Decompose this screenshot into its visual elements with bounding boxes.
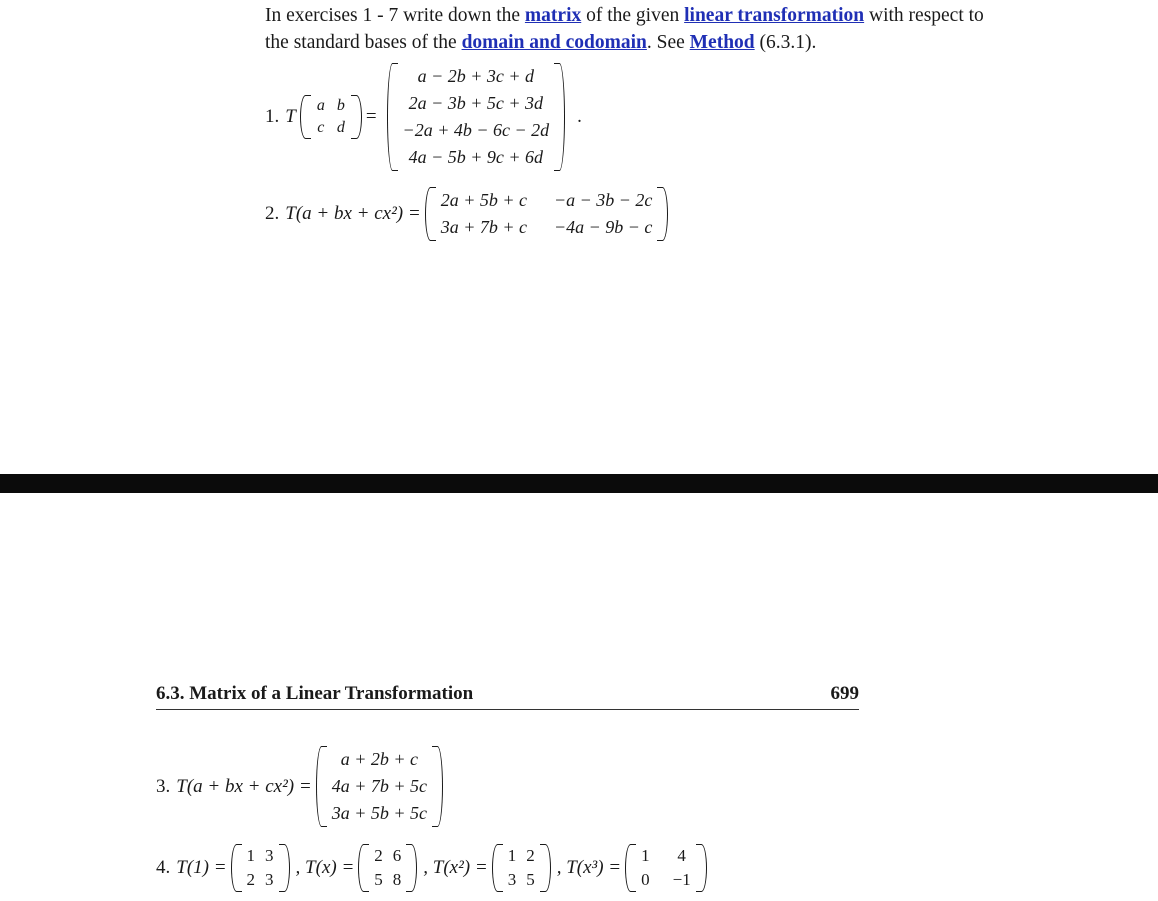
vector-entry: −2a + 4b − 6c − 2d: [402, 120, 550, 140]
exercise-1: [265, 63, 582, 171]
matrix-entry: 6: [392, 846, 402, 865]
matrix-t1: [231, 844, 290, 892]
intro-text-1: In exercises 1 - 7 write down the: [265, 5, 525, 26]
domain-codomain-link[interactable]: domain and codomain: [461, 32, 647, 53]
exercise-2: [265, 187, 672, 241]
linear-transformation-link[interactable]: linear transformation: [684, 5, 865, 26]
tx3-expression: , T(x³) =: [556, 857, 622, 878]
output-vector: [387, 63, 566, 171]
vector-entry: a + 2b + c: [340, 749, 418, 769]
intro-text-4: . See: [646, 32, 690, 53]
matrix-entry: c: [317, 119, 325, 136]
intro-text-3: with respect to the standard bases of the: [265, 5, 984, 53]
vector-entry: 2a − 3b + 5c + 3d: [408, 93, 544, 113]
page-divider: [0, 474, 1158, 493]
matrix-entry: 2: [526, 846, 535, 865]
equals-sign: =: [365, 106, 377, 127]
exercise-number: 3.: [156, 775, 171, 797]
matrix-entry: a: [316, 97, 325, 114]
matrix-entry: 0: [641, 870, 650, 889]
exercise-number: 1.: [265, 106, 280, 127]
period: .: [577, 106, 582, 127]
matrix-tx2: [492, 844, 551, 892]
output-vector: [316, 746, 443, 827]
intro-text-2: of the given: [581, 5, 685, 26]
vector-entry: a − 2b + 3c + d: [417, 66, 535, 86]
running-header: [156, 683, 859, 710]
matrix-entry: 5: [374, 870, 383, 889]
matrix-entry: −4a − 9b − c: [553, 217, 653, 237]
vector-entry: 4a + 7b + 5c: [331, 776, 427, 796]
matrix-entry: d: [336, 119, 345, 136]
matrix-entry: 3: [507, 870, 517, 889]
tx2-expression: , T(x²) =: [423, 857, 488, 878]
matrix-entry: 2: [374, 846, 383, 865]
matrix-tx: [358, 844, 417, 892]
method-link[interactable]: Method: [689, 32, 755, 53]
output-matrix: [425, 187, 669, 241]
vector-entry: 4a − 5b + 9c + 6d: [408, 147, 544, 167]
matrix-entry: −a − 3b − 2c: [553, 190, 653, 210]
matrix-entry: 1: [641, 846, 650, 865]
exercise-3: [156, 746, 447, 827]
matrix-entry: 3: [265, 870, 274, 889]
matrix-tx3: [625, 844, 707, 892]
exercise-4: [156, 844, 713, 892]
matrix-entry: 1: [246, 846, 256, 865]
matrix-entry: 2: [246, 870, 256, 889]
intro-text-5: (6.3.1).: [754, 32, 817, 53]
exercise-number: 4.: [156, 857, 171, 878]
matrix-entry: −1: [672, 870, 691, 889]
matrix-entry: 2a + 5b + c: [440, 190, 527, 210]
lhs-expression: T(a + bx + cx²) =: [285, 203, 421, 224]
matrix-entry: 8: [392, 870, 402, 889]
page-number: 699: [830, 683, 859, 704]
section-title: 6.3. Matrix of a Linear Transformation: [156, 683, 474, 704]
tx-expression: , T(x) =: [295, 857, 355, 878]
matrix-entry: 3: [265, 846, 274, 865]
matrix-entry: 4: [677, 846, 686, 865]
transformation-symbol: T: [285, 106, 296, 127]
matrix-entry: 3a + 7b + c: [440, 217, 527, 237]
matrix-entry: b: [336, 97, 345, 114]
lhs-expression: T(a + bx + cx²) =: [176, 775, 312, 797]
matrix-entry: 5: [526, 870, 535, 889]
matrix-entry: 1: [507, 846, 517, 865]
t1-expression: T(1) =: [176, 857, 227, 878]
exercise-number: 2.: [265, 203, 280, 224]
vector-entry: 3a + 5b + 5c: [331, 803, 427, 823]
input-matrix: [300, 95, 362, 139]
exercise-instructions: [265, 2, 985, 56]
matrix-link[interactable]: matrix: [524, 5, 582, 26]
